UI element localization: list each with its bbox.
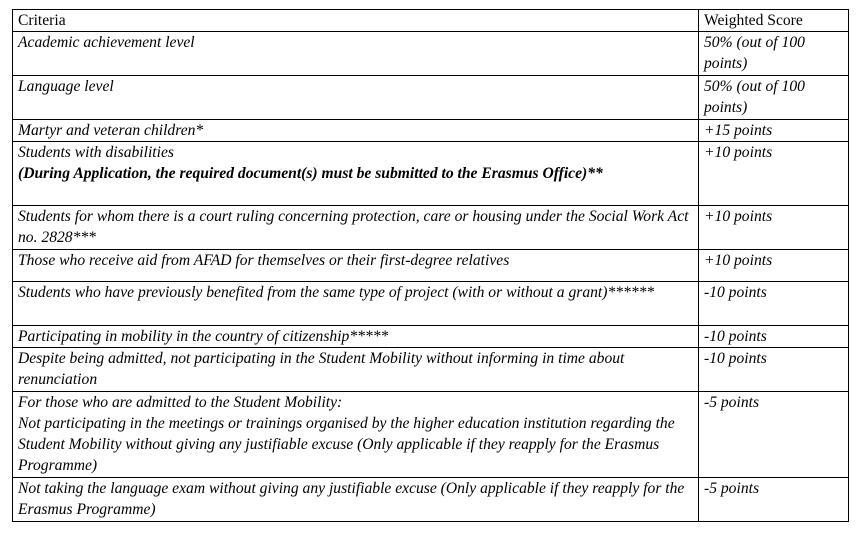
table-row (13, 120, 849, 142)
table-row (13, 392, 849, 478)
table-row (13, 478, 849, 522)
score-cell: +10 points (699, 206, 849, 250)
criteria-intro: For those who are admitted to the Student Mobility: (18, 394, 343, 411)
score-cell: -10 points (699, 326, 849, 348)
table-row (13, 76, 849, 120)
table-row (13, 250, 849, 282)
table-header-row (13, 10, 849, 32)
score-cell: -5 points (699, 478, 849, 522)
criteria-cell: Participating in mobility in the country of citizenship***** (13, 326, 699, 348)
score-cell: -10 points (699, 282, 849, 326)
header-weighted-score: Weighted Score (699, 10, 849, 32)
table-row (13, 326, 849, 348)
criteria-table (12, 9, 849, 522)
score-cell: -5 points (699, 392, 849, 478)
criteria-text: Not participating in the meetings or trainings organised by the higher education institution regarding the Student Mobility without giving any justifiable excuse (Only applicable if they reapply for the Erasmus Programme) (18, 415, 675, 474)
table-row (13, 348, 849, 392)
score-cell: +10 points (699, 142, 849, 206)
criteria-cell: Academic achievement level (13, 32, 699, 76)
criteria-cell: Language level (13, 76, 699, 120)
header-criteria: Criteria (13, 10, 699, 32)
table-row (13, 32, 849, 76)
criteria-cell: Students for whom there is a court ruling concerning protection, care or housing under the Social Work Act no. 2828*** (13, 206, 699, 250)
score-cell: +10 points (699, 250, 849, 282)
criteria-cell: Those who receive aid from AFAD for themselves or their first-degree relatives (13, 250, 699, 282)
score-cell: 50% (out of 100 points) (699, 76, 849, 120)
table-row (13, 206, 849, 250)
criteria-cell: Not taking the language exam without giving any justifiable excuse (Only applicable if they reapply for the Erasmus Programme) (13, 478, 699, 522)
criteria-cell: Martyr and veteran children* (13, 120, 699, 142)
criteria-note: (During Application, the required document(s) must be submitted to the Erasmus Office)** (18, 165, 603, 182)
score-cell: 50% (out of 100 points) (699, 32, 849, 76)
criteria-cell (13, 392, 699, 478)
score-cell: +15 points (699, 120, 849, 142)
criteria-cell: Students who have previously benefited from the same type of project (with or without a grant)****** (13, 282, 699, 326)
score-cell: -10 points (699, 348, 849, 392)
criteria-cell: Despite being admitted, not participating in the Student Mobility without informing in time about renunciation (13, 348, 699, 392)
criteria-cell (13, 142, 699, 206)
table-row (13, 282, 849, 326)
criteria-text: Students with disabilities (18, 144, 174, 161)
table-row (13, 142, 849, 206)
